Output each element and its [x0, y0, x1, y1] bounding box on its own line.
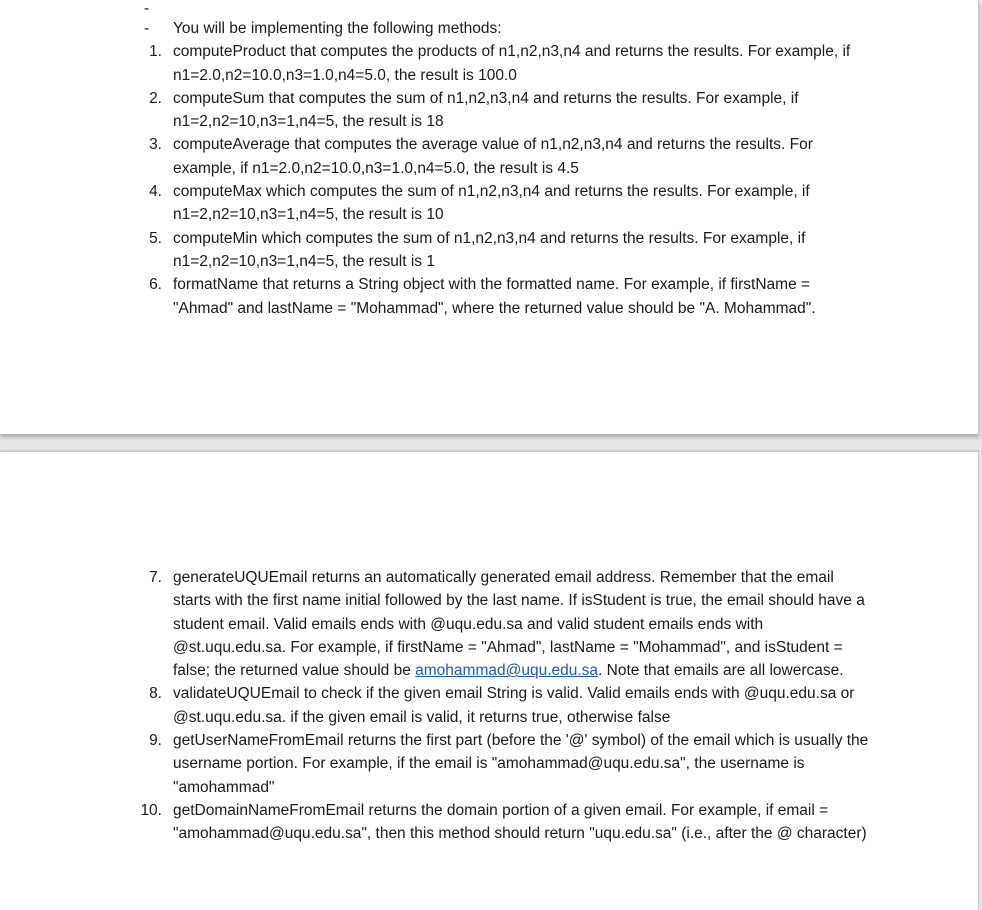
list-item-text: getUserNameFromEmail returns the first part (before the '@' symbol) of the email which is usually the username portion. For example, if the email is "amohammad@uqu.edu.sa", the username is "amohammad": [173, 732, 869, 796]
list-number: 1.: [149, 43, 162, 61]
list-item-validate-uqu-email: [0, 682, 979, 729]
list-number: 3.: [149, 136, 162, 154]
document-page-1: [0, 0, 979, 434]
intro-text: You will be implementing the following methods:: [173, 20, 502, 37]
intro-item: [0, 17, 979, 40]
email-link[interactable]: amohammad@uqu.edu.sa: [415, 662, 599, 680]
list-number: 6.: [149, 276, 162, 294]
list-item-text-end: . Note that emails are all lowercase.: [598, 662, 844, 680]
list-item-text: computeMin which computes the sum of n1,n2,n3,n4 and returns the results. For example, if n1=2,n2=10,n3=1,n4=5, the result is 1: [173, 229, 806, 270]
list-item-get-domain: [0, 799, 979, 846]
list-item-compute-average: [0, 133, 979, 180]
list-item-text: computeProduct that computes the products of n1,n2,n3,n4 and returns the results. For example, if n1=2.0,n2=10.0,n3=1.0,n4=5.0, the result is 100.0: [173, 43, 851, 84]
list-number: 4.: [149, 183, 162, 201]
list-item-text: computeSum that computes the sum of n1,n2,n3,n4 and returns the results. For example, if n1=2,n2=10,n3=1,n4=5, the result is 18: [173, 89, 799, 131]
list-item-text: computeMax which computes the sum of n1,n2,n3,n4 and returns the results. For example, if n1=2,n2=10,n3=1,n4=5, the result is 10: [173, 183, 810, 224]
list-number: 2.: [149, 89, 162, 107]
list-number: 5.: [149, 229, 162, 247]
list-item-compute-product: [0, 40, 979, 87]
list-item-text: getDomainNameFromEmail returns the domain portion of a given email. For example, if email = "amohammad@uqu.edu.sa", then this method should return "uqu.edu.sa" (i.e., after the @ character): [173, 801, 867, 843]
list-number: 9.: [149, 732, 162, 750]
list-number: 8.: [149, 685, 162, 703]
list-item-compute-sum: [0, 87, 979, 134]
list-item-compute-min: [0, 227, 979, 274]
list-number: 7.: [149, 569, 162, 586]
list-item-generate-uqu-email: [0, 566, 979, 682]
list-item-text: generateUQUEmail returns an automatically generated email address. Remember that the email starts with the first name initial followed by the last name. If isStudent is true, the email should have a student email. Valid emails ends with @uqu.edu.sa and valid student emails ends with @st.uqu.edu.sa. For example, if firstName = "Ahmad", lastName = "Mohammad", and isStudent = false; the returned value should be: [173, 569, 865, 680]
list-item-format-name: [0, 273, 979, 320]
methods-list-part-1: [0, 17, 979, 320]
list-item-get-username: [0, 729, 979, 799]
list-number: 10.: [140, 801, 162, 819]
intro-bullet: -: [144, 20, 150, 37]
methods-list-part-2: [0, 566, 979, 846]
list-item-text: validateUQUEmail to check if the given email String is valid. Valid emails ends with @uqu.edu.sa or @st.uqu.edu.sa. if the given email is valid, it returns true, otherwise false: [173, 685, 855, 726]
list-item-text: formatName that returns a String object with the formatted name. For example, if firstName = "Ahmad" and lastName = "Mohammad", where the returned value should be "A. Mohammad".: [173, 276, 816, 317]
list-item-compute-max: [0, 180, 979, 227]
list-item-text: computeAverage that computes the average value of n1,n2,n3,n4 and returns the results. For example, if n1=2.0,n2=10.0,n3=1.0,n4=5.0, the result is 4.5: [173, 136, 813, 177]
top-dash-marker: -: [144, 0, 150, 17]
